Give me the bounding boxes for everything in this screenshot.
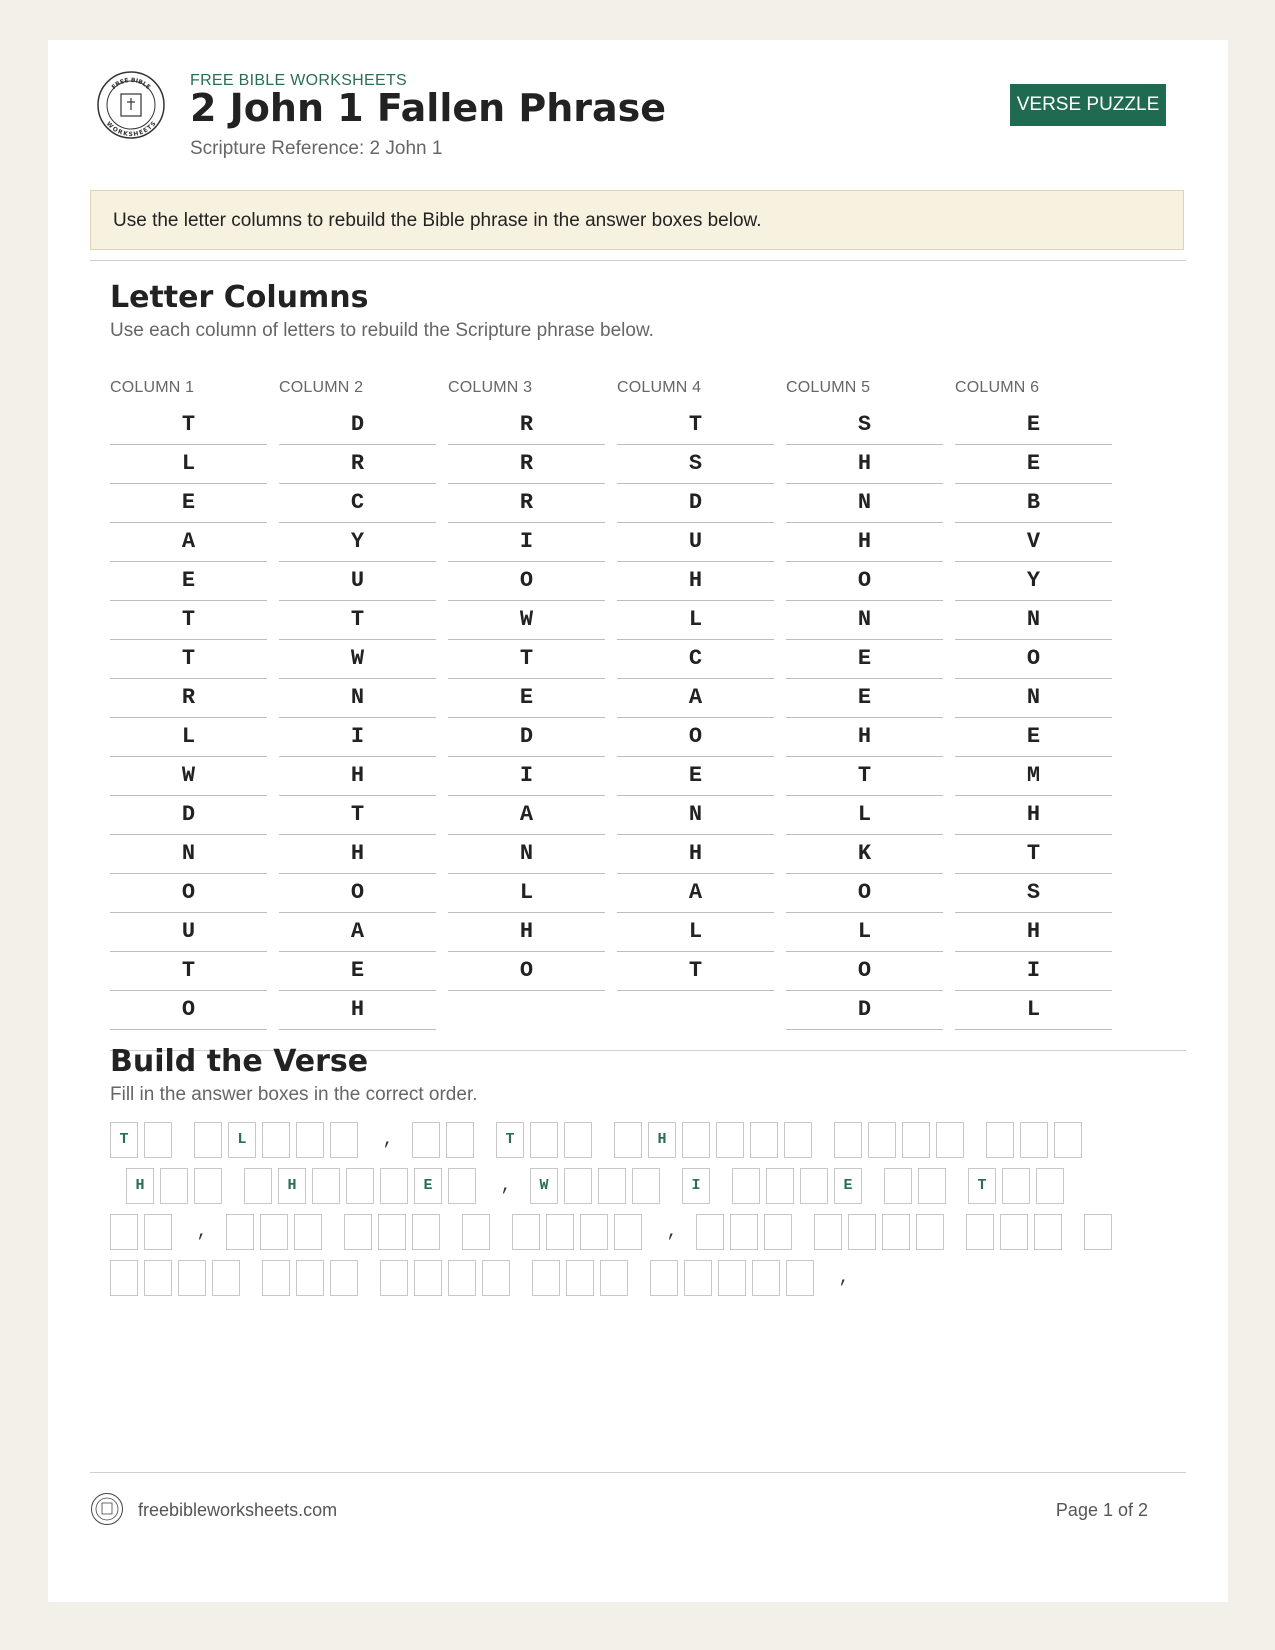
answer-box[interactable] bbox=[884, 1168, 912, 1204]
answer-box[interactable] bbox=[244, 1168, 272, 1204]
column-letter: H bbox=[955, 913, 1112, 952]
answer-box-hint[interactable]: E bbox=[414, 1168, 442, 1204]
answer-box[interactable] bbox=[1036, 1168, 1064, 1204]
answer-box[interactable] bbox=[412, 1214, 440, 1250]
column-letter: H bbox=[786, 445, 943, 484]
column-letter: U bbox=[617, 523, 774, 562]
punctuation-mark: , bbox=[666, 1222, 678, 1242]
letter-column bbox=[110, 378, 267, 1030]
answer-box[interactable] bbox=[566, 1260, 594, 1296]
answer-box[interactable] bbox=[918, 1168, 946, 1204]
column-letter: A bbox=[617, 679, 774, 718]
punctuation-mark: , bbox=[500, 1176, 512, 1196]
answer-box[interactable] bbox=[580, 1214, 608, 1250]
column-letter: N bbox=[617, 796, 774, 835]
answer-box[interactable] bbox=[632, 1168, 660, 1204]
page-title: 2 John 1 Fallen Phrase bbox=[190, 86, 667, 130]
column-letter: H bbox=[279, 757, 436, 796]
answer-box[interactable] bbox=[532, 1260, 560, 1296]
answer-box[interactable] bbox=[448, 1260, 476, 1296]
column-label: COLUMN 4 bbox=[617, 379, 702, 396]
column-letter: N bbox=[110, 835, 267, 874]
answer-box[interactable] bbox=[1002, 1168, 1030, 1204]
column-letter: H bbox=[279, 991, 436, 1030]
answer-box[interactable] bbox=[1054, 1122, 1082, 1158]
column-letter: T bbox=[786, 757, 943, 796]
column-letter: E bbox=[110, 484, 267, 523]
letter-column bbox=[786, 378, 943, 1030]
column-letter: T bbox=[110, 952, 267, 991]
answer-box[interactable] bbox=[262, 1260, 290, 1296]
column-letter: A bbox=[617, 874, 774, 913]
answer-box[interactable] bbox=[718, 1260, 746, 1296]
column-letter: R bbox=[448, 406, 605, 445]
answer-box-hint[interactable]: H bbox=[126, 1168, 154, 1204]
column-letter: T bbox=[617, 952, 774, 991]
answer-box[interactable] bbox=[262, 1122, 290, 1158]
answer-box[interactable] bbox=[110, 1214, 138, 1250]
punctuation-mark: , bbox=[196, 1222, 208, 1242]
column-letter: N bbox=[786, 601, 943, 640]
column-letter: E bbox=[955, 445, 1112, 484]
answer-box[interactable] bbox=[848, 1214, 876, 1250]
column-letter: R bbox=[448, 484, 605, 523]
answer-box[interactable] bbox=[814, 1214, 842, 1250]
column-letter: O bbox=[279, 874, 436, 913]
answer-box[interactable] bbox=[966, 1214, 994, 1250]
column-letter: C bbox=[279, 484, 436, 523]
column-letter: S bbox=[955, 874, 1112, 913]
column-letter: L bbox=[448, 874, 605, 913]
column-letter: D bbox=[617, 484, 774, 523]
answer-box[interactable] bbox=[312, 1168, 340, 1204]
answer-box[interactable] bbox=[482, 1260, 510, 1296]
answer-box[interactable] bbox=[226, 1214, 254, 1250]
column-letter: N bbox=[279, 679, 436, 718]
answer-box[interactable] bbox=[194, 1122, 222, 1158]
answer-box[interactable] bbox=[178, 1260, 206, 1296]
letter-column bbox=[617, 378, 774, 991]
column-letter: A bbox=[110, 523, 267, 562]
letter-columns-title: Letter Columns bbox=[110, 280, 369, 315]
answer-box[interactable] bbox=[600, 1260, 628, 1296]
column-letter: W bbox=[110, 757, 267, 796]
answer-box-hint[interactable]: W bbox=[530, 1168, 558, 1204]
column-letter: T bbox=[279, 601, 436, 640]
column-letter: A bbox=[448, 796, 605, 835]
column-letter: E bbox=[955, 718, 1112, 757]
svg-text:WORKSHEETS: WORKSHEETS bbox=[104, 120, 158, 139]
column-letter: T bbox=[279, 796, 436, 835]
answer-box[interactable] bbox=[330, 1122, 358, 1158]
answer-box[interactable] bbox=[212, 1260, 240, 1296]
answer-box[interactable] bbox=[800, 1168, 828, 1204]
column-letter: B bbox=[955, 484, 1112, 523]
answer-box[interactable] bbox=[1084, 1214, 1112, 1250]
column-letter: R bbox=[448, 445, 605, 484]
build-verse-subtitle: Fill in the answer boxes in the correct order. bbox=[110, 1084, 478, 1105]
letter-column bbox=[279, 378, 436, 1030]
column-letter: S bbox=[786, 406, 943, 445]
answer-box[interactable] bbox=[378, 1214, 406, 1250]
column-letter: O bbox=[448, 952, 605, 991]
answer-box-hint[interactable]: T bbox=[110, 1122, 138, 1158]
column-letter: N bbox=[786, 484, 943, 523]
column-letter: Y bbox=[279, 523, 436, 562]
column-letter: I bbox=[448, 757, 605, 796]
answer-box-hint[interactable]: E bbox=[834, 1168, 862, 1204]
answer-box[interactable] bbox=[462, 1214, 490, 1250]
column-letter: E bbox=[955, 406, 1112, 445]
column-letter: L bbox=[786, 796, 943, 835]
column-letter: I bbox=[279, 718, 436, 757]
column-letter: O bbox=[448, 562, 605, 601]
answer-box[interactable] bbox=[936, 1122, 964, 1158]
answer-box[interactable] bbox=[144, 1122, 172, 1158]
answer-box[interactable] bbox=[1034, 1214, 1062, 1250]
column-letter: H bbox=[617, 835, 774, 874]
answer-box[interactable] bbox=[546, 1214, 574, 1250]
answer-box[interactable] bbox=[294, 1214, 322, 1250]
column-letter: T bbox=[955, 835, 1112, 874]
answer-box[interactable] bbox=[380, 1260, 408, 1296]
answer-box[interactable] bbox=[330, 1260, 358, 1296]
answer-box[interactable] bbox=[160, 1168, 188, 1204]
answer-box[interactable] bbox=[1000, 1214, 1028, 1250]
column-letter: L bbox=[110, 718, 267, 757]
answer-box[interactable] bbox=[650, 1260, 678, 1296]
scripture-reference: Scripture Reference: 2 John 1 bbox=[190, 138, 443, 159]
answer-box[interactable] bbox=[784, 1122, 812, 1158]
column-letter: D bbox=[786, 991, 943, 1030]
column-letter: R bbox=[279, 445, 436, 484]
answer-box[interactable] bbox=[764, 1214, 792, 1250]
column-letter: E bbox=[448, 679, 605, 718]
answer-box[interactable] bbox=[834, 1122, 862, 1158]
column-letter: I bbox=[955, 952, 1112, 991]
letter-column bbox=[448, 378, 605, 991]
column-label: COLUMN 5 bbox=[786, 379, 871, 396]
column-letter: T bbox=[110, 406, 267, 445]
column-letter: O bbox=[110, 991, 267, 1030]
column-letter: E bbox=[617, 757, 774, 796]
column-letter: O bbox=[786, 874, 943, 913]
column-letter: Y bbox=[955, 562, 1112, 601]
answer-box[interactable] bbox=[598, 1168, 626, 1204]
letter-columns-subtitle: Use each column of letters to rebuild the Scripture phrase below. bbox=[110, 320, 654, 341]
answer-box[interactable] bbox=[750, 1122, 778, 1158]
column-letter: V bbox=[955, 523, 1112, 562]
answer-box[interactable] bbox=[448, 1168, 476, 1204]
answer-box-hint[interactable]: T bbox=[968, 1168, 996, 1204]
footer-divider bbox=[90, 1472, 1186, 1473]
column-letter: O bbox=[955, 640, 1112, 679]
answer-box[interactable] bbox=[296, 1122, 324, 1158]
worksheet-page bbox=[48, 40, 1228, 1602]
build-verse-title: Build the Verse bbox=[110, 1044, 369, 1079]
answer-box[interactable] bbox=[766, 1168, 794, 1204]
column-letter: T bbox=[448, 640, 605, 679]
footer-site-url: freebibleworksheets.com bbox=[138, 1500, 338, 1520]
answer-box-hint[interactable]: H bbox=[278, 1168, 306, 1204]
column-letter: H bbox=[279, 835, 436, 874]
answer-box[interactable] bbox=[916, 1214, 944, 1250]
letter-column bbox=[955, 378, 1112, 1030]
column-label: COLUMN 2 bbox=[279, 379, 364, 396]
column-letter: H bbox=[786, 523, 943, 562]
answer-box[interactable] bbox=[716, 1122, 744, 1158]
answer-box[interactable] bbox=[902, 1122, 930, 1158]
column-letter: S bbox=[617, 445, 774, 484]
column-letter: W bbox=[279, 640, 436, 679]
column-letter: C bbox=[617, 640, 774, 679]
answer-box[interactable] bbox=[512, 1214, 540, 1250]
answer-box[interactable] bbox=[786, 1260, 814, 1296]
column-letter: H bbox=[448, 913, 605, 952]
answer-box[interactable] bbox=[110, 1260, 138, 1296]
answer-box[interactable] bbox=[684, 1260, 712, 1296]
column-letter: L bbox=[617, 601, 774, 640]
answer-box[interactable] bbox=[696, 1214, 724, 1250]
answer-box[interactable] bbox=[194, 1168, 222, 1204]
column-letter: E bbox=[786, 640, 943, 679]
answer-box[interactable] bbox=[614, 1214, 642, 1250]
answer-box[interactable] bbox=[144, 1260, 172, 1296]
answer-box[interactable] bbox=[752, 1260, 780, 1296]
answer-box[interactable] bbox=[564, 1168, 592, 1204]
page-number: Page 1 of 2 bbox=[1055, 1500, 1148, 1520]
punctuation-mark: , bbox=[382, 1130, 394, 1150]
brand-name: FREE BIBLE WORKSHEETS bbox=[190, 72, 408, 89]
column-letter: E bbox=[279, 952, 436, 991]
answer-box[interactable] bbox=[682, 1122, 710, 1158]
column-letter: N bbox=[955, 601, 1112, 640]
column-letter: R bbox=[110, 679, 267, 718]
column-letter: U bbox=[279, 562, 436, 601]
svg-text:FREE BIBLE: FREE BIBLE bbox=[110, 76, 152, 92]
column-letter: K bbox=[786, 835, 943, 874]
column-letter: W bbox=[448, 601, 605, 640]
column-letter: N bbox=[448, 835, 605, 874]
column-letter: O bbox=[617, 718, 774, 757]
column-letter: D bbox=[110, 796, 267, 835]
answer-box[interactable] bbox=[412, 1122, 440, 1158]
answer-box-hint[interactable]: L bbox=[228, 1122, 256, 1158]
column-letter: L bbox=[617, 913, 774, 952]
answer-box[interactable] bbox=[380, 1168, 408, 1204]
answer-box[interactable] bbox=[730, 1214, 758, 1250]
answer-box[interactable] bbox=[882, 1214, 910, 1250]
answer-box[interactable] bbox=[346, 1168, 374, 1204]
instructions-box: Use the letter columns to rebuild the Bible phrase in the answer boxes below. bbox=[90, 190, 1184, 250]
answer-box[interactable] bbox=[296, 1260, 324, 1296]
footer-logo-icon bbox=[90, 1492, 124, 1526]
column-letter: D bbox=[448, 718, 605, 757]
column-label: COLUMN 1 bbox=[110, 379, 195, 396]
column-letter: O bbox=[110, 874, 267, 913]
answer-box-hint[interactable]: H bbox=[648, 1122, 676, 1158]
column-letter: A bbox=[279, 913, 436, 952]
column-letter: H bbox=[786, 718, 943, 757]
column-letter: U bbox=[110, 913, 267, 952]
answer-box-hint[interactable]: T bbox=[496, 1122, 524, 1158]
answer-box[interactable] bbox=[414, 1260, 442, 1296]
answer-box[interactable] bbox=[868, 1122, 896, 1158]
column-letter: E bbox=[110, 562, 267, 601]
answer-box[interactable] bbox=[732, 1168, 760, 1204]
column-letter: O bbox=[786, 952, 943, 991]
column-letter: D bbox=[279, 406, 436, 445]
column-letter: H bbox=[955, 796, 1112, 835]
column-letter: T bbox=[617, 406, 774, 445]
answer-box[interactable] bbox=[260, 1214, 288, 1250]
column-letter: E bbox=[786, 679, 943, 718]
column-letter: T bbox=[110, 640, 267, 679]
divider bbox=[90, 260, 1186, 261]
verse-puzzle-badge: VERSE PUZZLE bbox=[1010, 84, 1166, 126]
answer-box[interactable] bbox=[614, 1122, 642, 1158]
answer-box[interactable] bbox=[1020, 1122, 1048, 1158]
column-letter: L bbox=[955, 991, 1112, 1030]
answer-box[interactable] bbox=[530, 1122, 558, 1158]
column-letter: L bbox=[110, 445, 267, 484]
answer-box[interactable] bbox=[446, 1122, 474, 1158]
answer-box[interactable] bbox=[986, 1122, 1014, 1158]
answer-box[interactable] bbox=[344, 1214, 372, 1250]
answer-box-hint[interactable]: I bbox=[682, 1168, 710, 1204]
column-label: COLUMN 3 bbox=[448, 379, 533, 396]
column-letter: I bbox=[448, 523, 605, 562]
answer-box[interactable] bbox=[564, 1122, 592, 1158]
column-letter: H bbox=[617, 562, 774, 601]
punctuation-mark: , bbox=[838, 1268, 850, 1288]
column-letter: O bbox=[786, 562, 943, 601]
free-bible-worksheets-logo bbox=[96, 70, 166, 140]
column-letter: N bbox=[955, 679, 1112, 718]
column-letter: L bbox=[786, 913, 943, 952]
column-letter: M bbox=[955, 757, 1112, 796]
answer-box[interactable] bbox=[144, 1214, 172, 1250]
column-label: COLUMN 6 bbox=[955, 379, 1040, 396]
column-letter: T bbox=[110, 601, 267, 640]
